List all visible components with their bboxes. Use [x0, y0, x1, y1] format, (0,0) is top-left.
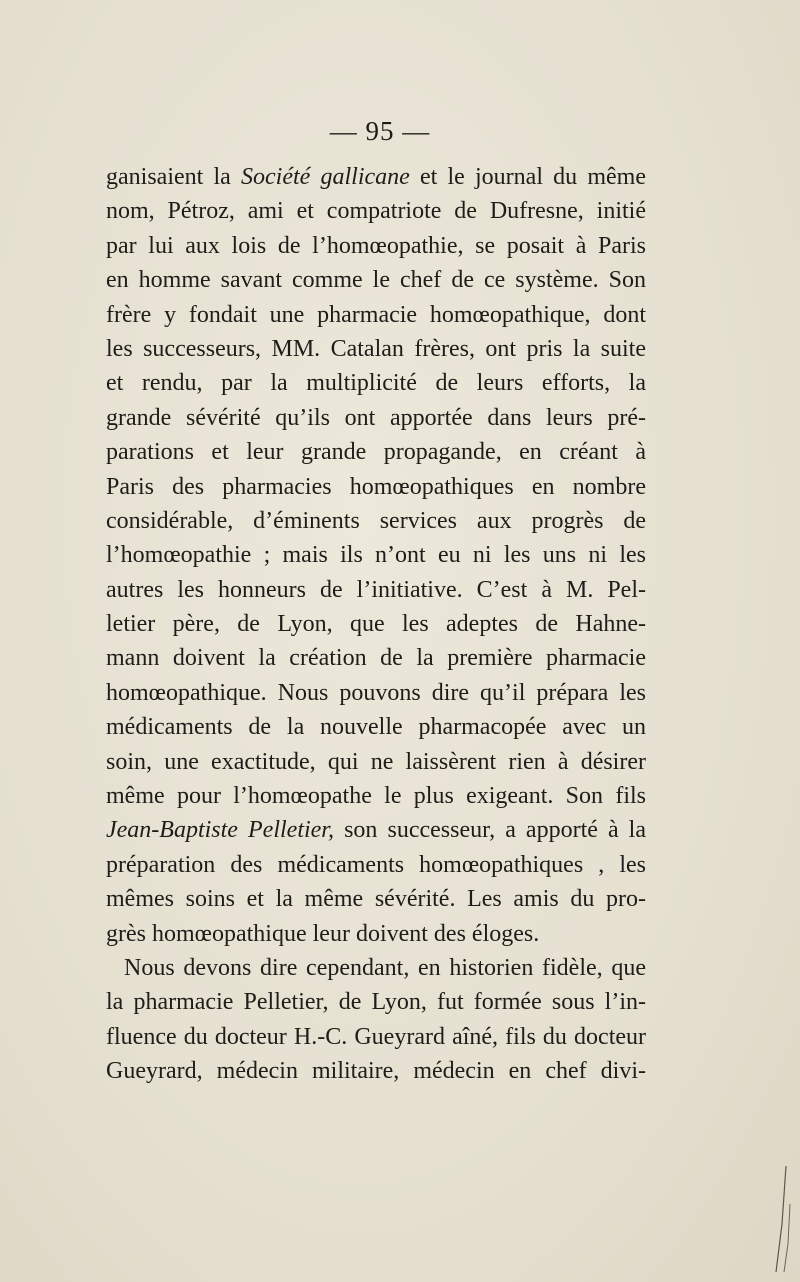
text-line [106, 607, 646, 641]
text-run: parations et leur grande propagande, en créant à [106, 439, 646, 466]
text-line [106, 298, 646, 332]
text-run: la pharmacie Pelletier, de Lyon, fut formée sous l’in- [106, 989, 646, 1016]
text-run: et le journal du même [409, 164, 646, 190]
text-run: son successeur, a apporté à la [334, 817, 647, 844]
text-run: Nous devons dire cependant, en historien fidèle, que [124, 954, 646, 981]
text-line [106, 470, 646, 504]
text-run: préparation des médicaments homœopathiques , les [106, 851, 646, 878]
text-run: homœopathique. Nous pouvons dire qu’il prépara les [106, 679, 646, 706]
text-run: letier père, de Lyon, que les adeptes de Hahne- [106, 611, 646, 638]
text-run: même pour l’homœopathe le plus exigeant. Son fils [106, 783, 646, 810]
text-run: considérable, d’éminents services aux progrès de [106, 507, 646, 534]
text-run: l’homœopathie ; mais ils n’ont eu ni les uns ni les [106, 542, 646, 569]
text-run: soin, une exactitude, qui ne laissèrent rien à désirer [106, 748, 646, 775]
text-line [106, 676, 646, 710]
text-run: mann doivent la création de la première pharmacie [106, 645, 646, 672]
text-line [106, 848, 646, 882]
text-line [106, 435, 646, 469]
text-line [106, 779, 646, 813]
body-paragraphs [106, 160, 646, 1089]
text-line [106, 985, 646, 1019]
text-run: et rendu, par la multiplicité de leurs efforts, la [106, 370, 646, 397]
text-line [106, 160, 646, 194]
text-run: ganisaient la [106, 164, 241, 190]
text-line [106, 504, 646, 538]
text-line [106, 745, 646, 779]
text-line [106, 1054, 646, 1088]
text-line [106, 710, 646, 744]
text-line [106, 573, 646, 607]
text-line [106, 813, 646, 847]
text-line [106, 401, 646, 435]
text-line [106, 263, 646, 297]
text-run: grande sévérité qu’ils ont apportée dans leurs pré- [106, 404, 646, 431]
text-run: autres les honneurs de l’initiative. C’est à M. Pel- [106, 576, 646, 603]
text-run: mêmes soins et la même sévérité. Les amis du pro- [106, 886, 646, 913]
italic-text: Société gallicane [241, 164, 410, 190]
text-run: Paris des pharmacies homœopathiques en nombre [106, 473, 646, 500]
page-number: — 95 — [329, 116, 431, 146]
text-run: en homme savant comme le chef de ce système. Son [106, 267, 646, 294]
text-run: frère y fondait une pharmacie homœopathique, dont [106, 301, 646, 328]
text-run: par lui aux lois de l’homœopathie, se posait à Paris [106, 232, 646, 259]
text-line [106, 641, 646, 675]
text-run: les successeurs, MM. Catalan frères, ont pris la suite [106, 335, 646, 362]
text-line [106, 366, 646, 400]
text-run: Gueyrard, médecin militaire, médecin en chef divi- [106, 1058, 646, 1085]
text-run: médicaments de la nouvelle pharmacopée avec un [106, 714, 646, 741]
italic-text: Jean-Baptiste Pelletier, [106, 817, 334, 844]
page-corner-mark [764, 1164, 794, 1274]
text-line [106, 951, 646, 985]
text-line [106, 332, 646, 366]
text-line [106, 194, 646, 228]
text-line [106, 538, 646, 572]
text-line [106, 229, 646, 263]
text-run: fluence du docteur H.-C. Gueyrard aîné, fils du docteur [106, 1023, 646, 1050]
text-line [106, 1020, 646, 1054]
text-line [106, 882, 646, 916]
text-run: grès homœopathique leur doivent des éloges. [106, 920, 540, 947]
text-run: nom, Pétroz, ami et compatriote de Dufresne, initié [106, 198, 646, 225]
text-line [106, 917, 646, 951]
